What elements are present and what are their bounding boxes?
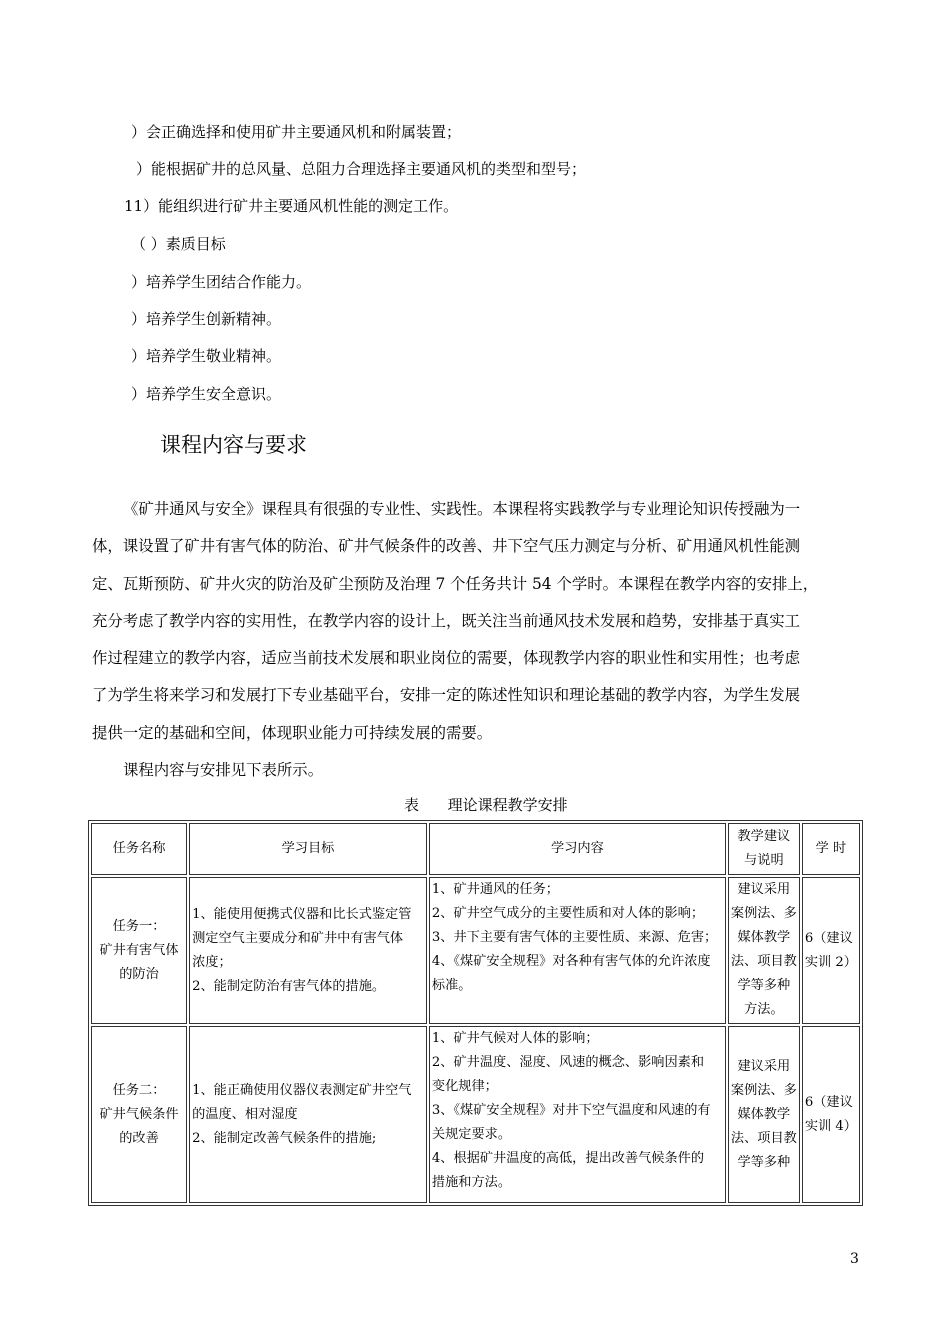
header-advice-line: 与说明 (744, 853, 784, 868)
header-task: 任务名称 (91, 823, 187, 875)
cell-line: 方法。 (744, 1002, 784, 1017)
quality-goal-2: ）培养学生创新精神。 (131, 310, 282, 328)
learning-goal-cell (189, 1026, 427, 1203)
cell-line: 矿井气候条件 (99, 1106, 179, 1122)
cell-line: 4、根据矿井温度的高低，提出改善气候条件的 (431, 1151, 705, 1166)
cell-line: 学等多种 (737, 978, 791, 993)
table-header-row (91, 823, 860, 875)
course-schedule-table (88, 820, 863, 1206)
cell-line: 案例法、多 (730, 1082, 797, 1098)
cell-line: 的改善 (119, 1130, 159, 1146)
task-name-cell (91, 1026, 187, 1203)
cell-line: 法、项目教 (730, 954, 797, 969)
hours-cell (802, 1026, 860, 1203)
learning-goal-cell (189, 877, 427, 1024)
cell-line: 媒体教学 (737, 930, 791, 945)
cell-line: 建议采用 (737, 882, 791, 897)
paragraph-line: 充分考虑了教学内容的实用性，在教学内容的设计上，既关注当前通风技术发展和趋势，安排基于真实工 (92, 611, 800, 630)
cell-line: 法、项目教 (730, 1130, 797, 1146)
cell-line: 2、能制定改善气候条件的措施; (192, 1130, 377, 1146)
cell-line: 浓度； (192, 954, 232, 970)
cell-line: 6（建议 (804, 1094, 853, 1110)
header-advice-line: 教学建议 (737, 829, 791, 844)
quality-goal-1: ）培养学生团结合作能力。 (131, 273, 312, 291)
cell-line: 措施和方法。 (431, 1175, 512, 1190)
table-row (91, 1026, 860, 1203)
page-number: 3 (850, 1251, 859, 1267)
cell-line: 1、能使用便携式仪器和比长式鉴定管 (192, 906, 412, 922)
cell-line: 矿井有害气体 (99, 942, 179, 958)
header-advice (728, 823, 800, 875)
hours-cell (802, 877, 860, 1024)
cell-line: 变化规律； (431, 1079, 498, 1094)
cell-line: 任务二： (112, 1082, 166, 1098)
list-item-10: ）能根据矿井的总风量、总阻力合理选择主要通风机的类型和型号； (136, 160, 587, 178)
paragraph-line: 提供一定的基础和空间，体现职业能力可持续发展的需要。 (92, 723, 493, 742)
quality-goals-heading: （ ）素质目标 (131, 235, 226, 253)
teaching-advice-cell (728, 877, 800, 1024)
list-item-11: 11）能组织进行矿井主要通风机性能的测定工作。 (124, 197, 459, 215)
cell-line: 实训 2） (804, 954, 857, 970)
header-goal: 学习目标 (189, 823, 427, 875)
cell-line: 案例法、多 (730, 906, 797, 921)
paragraph-line: 定、瓦斯预防、矿井火灾的防治及矿尘预防及治理 7 个任务共计 54 个学时。本课程在教学内容的安排上， (92, 574, 819, 593)
cell-line: 任务一： (112, 918, 166, 934)
cell-line: 1、能正确使用仪器仪表测定矿井空气 (192, 1082, 412, 1098)
cell-line: 的防治 (119, 966, 159, 982)
cell-line: 标准。 (431, 978, 472, 993)
cell-line: 2、矿井温度、湿度、风速的概念、影响因素和 (431, 1055, 705, 1070)
table-caption: 表 理论课程教学安排 (404, 796, 568, 814)
paragraph-line: 体，课设置了矿井有害气体的防治、矿井气候条件的改善、井下空气压力测定与分析、矿用通风机性能测 (92, 537, 800, 556)
body-paragraph (92, 491, 862, 752)
section-heading: 课程内容与要求 (160, 433, 307, 457)
cell-line: 媒体教学 (737, 1106, 791, 1122)
quality-goal-3: ）培养学生敬业精神。 (131, 347, 282, 365)
cell-line: 2、能制定防治有害气体的措施。 (192, 978, 386, 994)
cell-line: 1、矿井气候对人体的影响； (431, 1031, 599, 1046)
cell-line: 3、《煤矿安全规程》对井下空气温度和风速的有 (431, 1103, 711, 1118)
cell-line: 的温度、相对湿度 (192, 1106, 298, 1122)
quality-goal-4: ）培养学生安全意识。 (131, 385, 282, 403)
cell-line: 4、《煤矿安全规程》对各种有害气体的允许浓度 (431, 954, 711, 969)
header-hours: 学 时 (802, 823, 860, 875)
cell-line: 6（建议 (804, 930, 853, 946)
table-intro: 课程内容与安排见下表所示。 (123, 761, 324, 779)
cell-line: 3、井下主要有害气体的主要性质、来源、危害； (431, 930, 718, 945)
cell-line: 2、矿井空气成分的主要性质和对人体的影响； (431, 906, 705, 921)
learning-content-cell (429, 1026, 726, 1203)
paragraph-line: 了为学生将来学习和发展打下专业基础平台，安排一定的陈述性知识和理论基础的教学内容，为学生发展 (92, 686, 800, 705)
header-content: 学习内容 (429, 823, 726, 875)
list-item-9: ）会正确选择和使用矿井主要通风机和附属装置； (131, 123, 462, 141)
cell-line: 1、矿井通风的任务； (431, 882, 559, 897)
table-row (91, 877, 860, 1024)
learning-content-cell (429, 877, 726, 1024)
paragraph-line: 《矿井通风与安全》课程具有很强的专业性、实践性。本课程将实践教学与专业理论知识传授融为一 (123, 500, 801, 518)
cell-line: 关规定要求。 (431, 1127, 512, 1142)
paragraph-line: 作过程建立的教学内容，适应当前技术发展和职业岗位的需要，体现教学内容的职业性和实用性；也考虑 (92, 649, 800, 668)
teaching-advice-cell (728, 1026, 800, 1203)
cell-line: 建议采用 (737, 1058, 791, 1074)
cell-line: 实训 4） (804, 1118, 857, 1134)
task-name-cell (91, 877, 187, 1024)
cell-line: 学等多种 (737, 1154, 791, 1170)
cell-line: 测定空气主要成分和矿井中有害气体 (192, 930, 404, 946)
